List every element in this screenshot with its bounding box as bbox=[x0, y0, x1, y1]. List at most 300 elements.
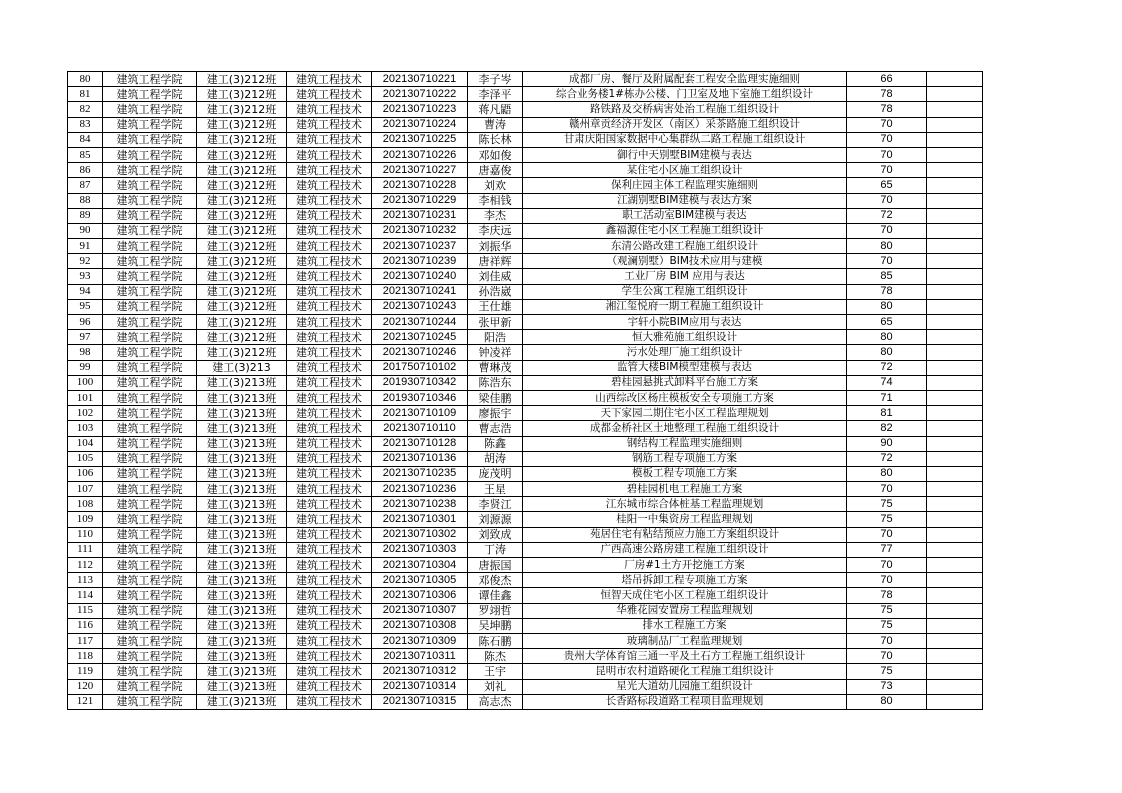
remark-cell bbox=[927, 542, 983, 557]
major-cell: 建筑工程技术 bbox=[287, 284, 372, 299]
title-cell: 排水工程施工方案 bbox=[523, 618, 847, 633]
college-cell: 建筑工程学院 bbox=[103, 542, 197, 557]
no-cell: 98 bbox=[68, 345, 103, 360]
no-cell: 89 bbox=[68, 208, 103, 223]
remark-cell bbox=[927, 178, 983, 193]
college-cell: 建筑工程学院 bbox=[103, 512, 197, 527]
class-cell: 建工(3)213班 bbox=[197, 436, 287, 451]
score-cell: 78 bbox=[847, 87, 927, 102]
remark-cell bbox=[927, 193, 983, 208]
title-cell: 赣州章贡经济开发区（南区）采茶路施工组织设计 bbox=[523, 117, 847, 132]
college-cell: 建筑工程学院 bbox=[103, 193, 197, 208]
name-cell: 廖振宇 bbox=[468, 406, 523, 421]
title-cell: 御行中天别墅BIM建模与表达 bbox=[523, 147, 847, 162]
name-cell: 李庆远 bbox=[468, 223, 523, 238]
remark-cell bbox=[927, 269, 983, 284]
score-cell: 73 bbox=[847, 679, 927, 694]
major-cell: 建筑工程技术 bbox=[287, 117, 372, 132]
title-cell: 职工活动室BIM建模与表达 bbox=[523, 208, 847, 223]
college-cell: 建筑工程学院 bbox=[103, 223, 197, 238]
title-cell: 污水处理厂施工组织设计 bbox=[523, 345, 847, 360]
class-cell: 建工(3)213班 bbox=[197, 375, 287, 390]
no-cell: 80 bbox=[68, 72, 103, 87]
name-cell: 陈浩东 bbox=[468, 375, 523, 390]
college-cell: 建筑工程学院 bbox=[103, 87, 197, 102]
college-cell: 建筑工程学院 bbox=[103, 315, 197, 330]
title-cell: 东清公路改建工程施工组织设计 bbox=[523, 239, 847, 254]
college-cell: 建筑工程学院 bbox=[103, 694, 197, 709]
table-row bbox=[68, 163, 983, 178]
table-row bbox=[68, 102, 983, 117]
no-cell: 106 bbox=[68, 466, 103, 481]
table-row bbox=[68, 87, 983, 102]
id-cell: 202130710136 bbox=[372, 451, 468, 466]
major-cell: 建筑工程技术 bbox=[287, 436, 372, 451]
college-cell: 建筑工程学院 bbox=[103, 618, 197, 633]
no-cell: 88 bbox=[68, 193, 103, 208]
table-row bbox=[68, 284, 983, 299]
remark-cell bbox=[927, 284, 983, 299]
class-cell: 建工(3)212班 bbox=[197, 147, 287, 162]
title-cell: 广西高速公路房建工程施工组织设计 bbox=[523, 542, 847, 557]
score-cell: 66 bbox=[847, 72, 927, 87]
table-row bbox=[68, 239, 983, 254]
remark-cell bbox=[927, 299, 983, 314]
id-cell: 202130710308 bbox=[372, 618, 468, 633]
college-cell: 建筑工程学院 bbox=[103, 178, 197, 193]
id-cell: 202130710221 bbox=[372, 72, 468, 87]
table-row bbox=[68, 649, 983, 664]
name-cell: 钟凌祥 bbox=[468, 345, 523, 360]
score-cell: 70 bbox=[847, 254, 927, 269]
id-cell: 202130710314 bbox=[372, 679, 468, 694]
id-cell: 202130710235 bbox=[372, 466, 468, 481]
major-cell: 建筑工程技术 bbox=[287, 178, 372, 193]
college-cell: 建筑工程学院 bbox=[103, 421, 197, 436]
title-cell: 监管大楼BIM模型建模与表达 bbox=[523, 360, 847, 375]
major-cell: 建筑工程技术 bbox=[287, 497, 372, 512]
major-cell: 建筑工程技术 bbox=[287, 451, 372, 466]
college-cell: 建筑工程学院 bbox=[103, 466, 197, 481]
id-cell: 202130710223 bbox=[372, 102, 468, 117]
class-cell: 建工(3)212班 bbox=[197, 102, 287, 117]
name-cell: 曹志浩 bbox=[468, 421, 523, 436]
class-cell: 建工(3)212班 bbox=[197, 330, 287, 345]
title-cell: 塔吊拆卸工程专项施工方案 bbox=[523, 573, 847, 588]
college-cell: 建筑工程学院 bbox=[103, 254, 197, 269]
class-cell: 建工(3)212班 bbox=[197, 208, 287, 223]
class-cell: 建工(3)213班 bbox=[197, 542, 287, 557]
no-cell: 111 bbox=[68, 542, 103, 557]
no-cell: 120 bbox=[68, 679, 103, 694]
title-cell: 桂阳一中集资房工程监理规划 bbox=[523, 512, 847, 527]
major-cell: 建筑工程技术 bbox=[287, 694, 372, 709]
remark-cell bbox=[927, 390, 983, 405]
college-cell: 建筑工程学院 bbox=[103, 649, 197, 664]
title-cell: 模板工程专项施工方案 bbox=[523, 466, 847, 481]
class-cell: 建工(3)212班 bbox=[197, 269, 287, 284]
major-cell: 建筑工程技术 bbox=[287, 527, 372, 542]
title-cell: 甘肃庆阳国家数据中心集群纵二路工程施工组织设计 bbox=[523, 132, 847, 147]
name-cell: 王宇 bbox=[468, 664, 523, 679]
table-row bbox=[68, 603, 983, 618]
score-cell: 80 bbox=[847, 330, 927, 345]
table-row bbox=[68, 117, 983, 132]
title-cell: 成都金桥社区土地整理工程施工组织设计 bbox=[523, 421, 847, 436]
id-cell: 202130710229 bbox=[372, 193, 468, 208]
title-cell: 湘江玺悦府一期工程施工组织设计 bbox=[523, 299, 847, 314]
college-cell: 建筑工程学院 bbox=[103, 299, 197, 314]
table-row bbox=[68, 178, 983, 193]
remark-cell bbox=[927, 466, 983, 481]
no-cell: 103 bbox=[68, 421, 103, 436]
class-cell: 建工(3)213班 bbox=[197, 694, 287, 709]
class-cell: 建工(3)213班 bbox=[197, 558, 287, 573]
major-cell: 建筑工程技术 bbox=[287, 299, 372, 314]
no-cell: 83 bbox=[68, 117, 103, 132]
table-row bbox=[68, 345, 983, 360]
class-cell: 建工(3)212班 bbox=[197, 315, 287, 330]
title-cell: 山西综改区杨庄模板安全专项施工方案 bbox=[523, 390, 847, 405]
score-cell: 80 bbox=[847, 239, 927, 254]
major-cell: 建筑工程技术 bbox=[287, 573, 372, 588]
class-cell: 建工(3)212班 bbox=[197, 239, 287, 254]
class-cell: 建工(3)213班 bbox=[197, 497, 287, 512]
thesis-grade-table bbox=[67, 71, 983, 710]
score-cell: 70 bbox=[847, 223, 927, 238]
college-cell: 建筑工程学院 bbox=[103, 345, 197, 360]
class-cell: 建工(3)213班 bbox=[197, 466, 287, 481]
score-cell: 77 bbox=[847, 542, 927, 557]
id-cell: 202130710304 bbox=[372, 558, 468, 573]
title-cell: 综合业务楼1#栋办公楼、门卫室及地下室施工组织设计 bbox=[523, 87, 847, 102]
major-cell: 建筑工程技术 bbox=[287, 558, 372, 573]
no-cell: 116 bbox=[68, 618, 103, 633]
college-cell: 建筑工程学院 bbox=[103, 330, 197, 345]
title-cell: 江湖别墅BIM建模与表达方案 bbox=[523, 193, 847, 208]
title-cell: 江东城市综合体桩基工程监理规划 bbox=[523, 497, 847, 512]
remark-cell bbox=[927, 482, 983, 497]
score-cell: 70 bbox=[847, 147, 927, 162]
college-cell: 建筑工程学院 bbox=[103, 375, 197, 390]
no-cell: 94 bbox=[68, 284, 103, 299]
table-row bbox=[68, 330, 983, 345]
title-cell: 碧桂园机电工程施工方案 bbox=[523, 482, 847, 497]
class-cell: 建工(3)212班 bbox=[197, 72, 287, 87]
class-cell: 建工(3)212班 bbox=[197, 254, 287, 269]
college-cell: 建筑工程学院 bbox=[103, 163, 197, 178]
title-cell: 工业厂房 BIM 应用与表达 bbox=[523, 269, 847, 284]
table-row bbox=[68, 360, 983, 375]
college-cell: 建筑工程学院 bbox=[103, 390, 197, 405]
college-cell: 建筑工程学院 bbox=[103, 436, 197, 451]
major-cell: 建筑工程技术 bbox=[287, 147, 372, 162]
no-cell: 97 bbox=[68, 330, 103, 345]
college-cell: 建筑工程学院 bbox=[103, 102, 197, 117]
score-cell: 81 bbox=[847, 406, 927, 421]
no-cell: 119 bbox=[68, 664, 103, 679]
major-cell: 建筑工程技术 bbox=[287, 406, 372, 421]
name-cell: 李子岑 bbox=[468, 72, 523, 87]
class-cell: 建工(3)213班 bbox=[197, 451, 287, 466]
class-cell: 建工(3)213班 bbox=[197, 588, 287, 603]
remark-cell bbox=[927, 254, 983, 269]
name-cell: 曹涛 bbox=[468, 117, 523, 132]
name-cell: 李杰 bbox=[468, 208, 523, 223]
no-cell: 91 bbox=[68, 239, 103, 254]
title-cell: 钢筋工程专项施工方案 bbox=[523, 451, 847, 466]
college-cell: 建筑工程学院 bbox=[103, 132, 197, 147]
id-cell: 201930710342 bbox=[372, 375, 468, 390]
class-cell: 建工(3)212班 bbox=[197, 223, 287, 238]
score-cell: 90 bbox=[847, 436, 927, 451]
no-cell: 95 bbox=[68, 299, 103, 314]
id-cell: 202130710312 bbox=[372, 664, 468, 679]
id-cell: 201930710346 bbox=[372, 390, 468, 405]
no-cell: 90 bbox=[68, 223, 103, 238]
name-cell: 陈石鹏 bbox=[468, 633, 523, 648]
remark-cell bbox=[927, 208, 983, 223]
name-cell: 陈鑫 bbox=[468, 436, 523, 451]
name-cell: 张甲新 bbox=[468, 315, 523, 330]
remark-cell bbox=[927, 72, 983, 87]
id-cell: 202130710227 bbox=[372, 163, 468, 178]
name-cell: 唐祥辉 bbox=[468, 254, 523, 269]
no-cell: 92 bbox=[68, 254, 103, 269]
score-cell: 75 bbox=[847, 618, 927, 633]
no-cell: 113 bbox=[68, 573, 103, 588]
name-cell: 庞茂明 bbox=[468, 466, 523, 481]
major-cell: 建筑工程技术 bbox=[287, 330, 372, 345]
id-cell: 202130710240 bbox=[372, 269, 468, 284]
score-cell: 80 bbox=[847, 466, 927, 481]
title-cell: 昆明市农村道路硬化工程施工组织设计 bbox=[523, 664, 847, 679]
remark-cell bbox=[927, 436, 983, 451]
score-cell: 74 bbox=[847, 375, 927, 390]
title-cell: 华雅花园安置房工程监理规划 bbox=[523, 603, 847, 618]
id-cell: 202130710244 bbox=[372, 315, 468, 330]
remark-cell bbox=[927, 497, 983, 512]
id-cell: 202130710236 bbox=[372, 482, 468, 497]
no-cell: 85 bbox=[68, 147, 103, 162]
name-cell: 吴坤鹏 bbox=[468, 618, 523, 633]
score-cell: 70 bbox=[847, 573, 927, 588]
college-cell: 建筑工程学院 bbox=[103, 573, 197, 588]
class-cell: 建工(3)212班 bbox=[197, 87, 287, 102]
table-row bbox=[68, 223, 983, 238]
score-cell: 78 bbox=[847, 588, 927, 603]
title-cell: 厂房#1土方开挖施工方案 bbox=[523, 558, 847, 573]
no-cell: 114 bbox=[68, 588, 103, 603]
class-cell: 建工(3)212班 bbox=[197, 163, 287, 178]
remark-cell bbox=[927, 512, 983, 527]
score-cell: 70 bbox=[847, 132, 927, 147]
major-cell: 建筑工程技术 bbox=[287, 482, 372, 497]
score-cell: 71 bbox=[847, 390, 927, 405]
major-cell: 建筑工程技术 bbox=[287, 315, 372, 330]
no-cell: 108 bbox=[68, 497, 103, 512]
name-cell: 刘礼 bbox=[468, 679, 523, 694]
remark-cell bbox=[927, 603, 983, 618]
title-cell: 碧桂园悬挑式卸料平台施工方案 bbox=[523, 375, 847, 390]
remark-cell bbox=[927, 375, 983, 390]
class-cell: 建工(3)213 bbox=[197, 360, 287, 375]
no-cell: 93 bbox=[68, 269, 103, 284]
id-cell: 202130710245 bbox=[372, 330, 468, 345]
id-cell: 202130710311 bbox=[372, 649, 468, 664]
college-cell: 建筑工程学院 bbox=[103, 588, 197, 603]
remark-cell bbox=[927, 694, 983, 709]
title-cell: （观澜别墅）BIM技术应用与建模 bbox=[523, 254, 847, 269]
remark-cell bbox=[927, 239, 983, 254]
no-cell: 100 bbox=[68, 375, 103, 390]
id-cell: 202130710241 bbox=[372, 284, 468, 299]
major-cell: 建筑工程技术 bbox=[287, 72, 372, 87]
score-cell: 82 bbox=[847, 421, 927, 436]
score-cell: 70 bbox=[847, 193, 927, 208]
class-cell: 建工(3)212班 bbox=[197, 345, 287, 360]
id-cell: 202130710307 bbox=[372, 603, 468, 618]
score-cell: 72 bbox=[847, 451, 927, 466]
table-row bbox=[68, 573, 983, 588]
remark-cell bbox=[927, 588, 983, 603]
score-cell: 75 bbox=[847, 603, 927, 618]
id-cell: 202130710315 bbox=[372, 694, 468, 709]
table-body bbox=[68, 72, 983, 710]
score-cell: 80 bbox=[847, 345, 927, 360]
no-cell: 105 bbox=[68, 451, 103, 466]
no-cell: 118 bbox=[68, 649, 103, 664]
college-cell: 建筑工程学院 bbox=[103, 360, 197, 375]
table-row bbox=[68, 193, 983, 208]
name-cell: 陈长林 bbox=[468, 132, 523, 147]
college-cell: 建筑工程学院 bbox=[103, 406, 197, 421]
id-cell: 202130710224 bbox=[372, 117, 468, 132]
table-row bbox=[68, 436, 983, 451]
name-cell: 丁涛 bbox=[468, 542, 523, 557]
table-row bbox=[68, 72, 983, 87]
no-cell: 112 bbox=[68, 558, 103, 573]
major-cell: 建筑工程技术 bbox=[287, 132, 372, 147]
remark-cell bbox=[927, 527, 983, 542]
table-row bbox=[68, 406, 983, 421]
title-cell: 宇轩小院BIM应用与表达 bbox=[523, 315, 847, 330]
name-cell: 蒋凡鼯 bbox=[468, 102, 523, 117]
score-cell: 70 bbox=[847, 527, 927, 542]
id-cell: 202130710110 bbox=[372, 421, 468, 436]
remark-cell bbox=[927, 147, 983, 162]
table-row bbox=[68, 527, 983, 542]
table-row bbox=[68, 558, 983, 573]
id-cell: 202130710302 bbox=[372, 527, 468, 542]
major-cell: 建筑工程技术 bbox=[287, 208, 372, 223]
table-row bbox=[68, 588, 983, 603]
remark-cell bbox=[927, 315, 983, 330]
id-cell: 202130710231 bbox=[372, 208, 468, 223]
no-cell: 109 bbox=[68, 512, 103, 527]
major-cell: 建筑工程技术 bbox=[287, 633, 372, 648]
class-cell: 建工(3)212班 bbox=[197, 284, 287, 299]
remark-cell bbox=[927, 360, 983, 375]
name-cell: 唐振国 bbox=[468, 558, 523, 573]
score-cell: 70 bbox=[847, 117, 927, 132]
remark-cell bbox=[927, 633, 983, 648]
name-cell: 刘欢 bbox=[468, 178, 523, 193]
id-cell: 202130710243 bbox=[372, 299, 468, 314]
college-cell: 建筑工程学院 bbox=[103, 147, 197, 162]
major-cell: 建筑工程技术 bbox=[287, 588, 372, 603]
score-cell: 75 bbox=[847, 664, 927, 679]
table-row bbox=[68, 618, 983, 633]
class-cell: 建工(3)212班 bbox=[197, 132, 287, 147]
no-cell: 84 bbox=[68, 132, 103, 147]
major-cell: 建筑工程技术 bbox=[287, 360, 372, 375]
major-cell: 建筑工程技术 bbox=[287, 390, 372, 405]
title-cell: 贵州大学体育馆三通一平及土石方工程施工组织设计 bbox=[523, 649, 847, 664]
no-cell: 117 bbox=[68, 633, 103, 648]
class-cell: 建工(3)213班 bbox=[197, 512, 287, 527]
major-cell: 建筑工程技术 bbox=[287, 87, 372, 102]
remark-cell bbox=[927, 102, 983, 117]
name-cell: 刘致成 bbox=[468, 527, 523, 542]
major-cell: 建筑工程技术 bbox=[287, 239, 372, 254]
title-cell: 星光大道幼儿园施工组织设计 bbox=[523, 679, 847, 694]
no-cell: 81 bbox=[68, 87, 103, 102]
name-cell: 胡涛 bbox=[468, 451, 523, 466]
class-cell: 建工(3)212班 bbox=[197, 299, 287, 314]
table-row bbox=[68, 132, 983, 147]
college-cell: 建筑工程学院 bbox=[103, 284, 197, 299]
title-cell: 天下家园二期住宅小区工程监理规划 bbox=[523, 406, 847, 421]
name-cell: 高志杰 bbox=[468, 694, 523, 709]
class-cell: 建工(3)212班 bbox=[197, 178, 287, 193]
name-cell: 刘佳威 bbox=[468, 269, 523, 284]
table-row bbox=[68, 694, 983, 709]
no-cell: 104 bbox=[68, 436, 103, 451]
remark-cell bbox=[927, 421, 983, 436]
major-cell: 建筑工程技术 bbox=[287, 603, 372, 618]
college-cell: 建筑工程学院 bbox=[103, 482, 197, 497]
college-cell: 建筑工程学院 bbox=[103, 208, 197, 223]
id-cell: 202130710222 bbox=[372, 87, 468, 102]
major-cell: 建筑工程技术 bbox=[287, 223, 372, 238]
name-cell: 邓俊杰 bbox=[468, 573, 523, 588]
table-row bbox=[68, 390, 983, 405]
major-cell: 建筑工程技术 bbox=[287, 618, 372, 633]
name-cell: 阳浩 bbox=[468, 330, 523, 345]
college-cell: 建筑工程学院 bbox=[103, 664, 197, 679]
table-row bbox=[68, 375, 983, 390]
major-cell: 建筑工程技术 bbox=[287, 102, 372, 117]
id-cell: 202130710238 bbox=[372, 497, 468, 512]
score-cell: 85 bbox=[847, 269, 927, 284]
class-cell: 建工(3)213班 bbox=[197, 618, 287, 633]
id-cell: 202130710232 bbox=[372, 223, 468, 238]
name-cell: 谭佳鑫 bbox=[468, 588, 523, 603]
id-cell: 202130710128 bbox=[372, 436, 468, 451]
remark-cell bbox=[927, 345, 983, 360]
table-row bbox=[68, 269, 983, 284]
name-cell: 李贤江 bbox=[468, 497, 523, 512]
id-cell: 202130710226 bbox=[372, 147, 468, 162]
no-cell: 121 bbox=[68, 694, 103, 709]
remark-cell bbox=[927, 223, 983, 238]
remark-cell bbox=[927, 664, 983, 679]
name-cell: 梁佳鹏 bbox=[468, 390, 523, 405]
id-cell: 202130710305 bbox=[372, 573, 468, 588]
name-cell: 罗翊哲 bbox=[468, 603, 523, 618]
table-row bbox=[68, 254, 983, 269]
